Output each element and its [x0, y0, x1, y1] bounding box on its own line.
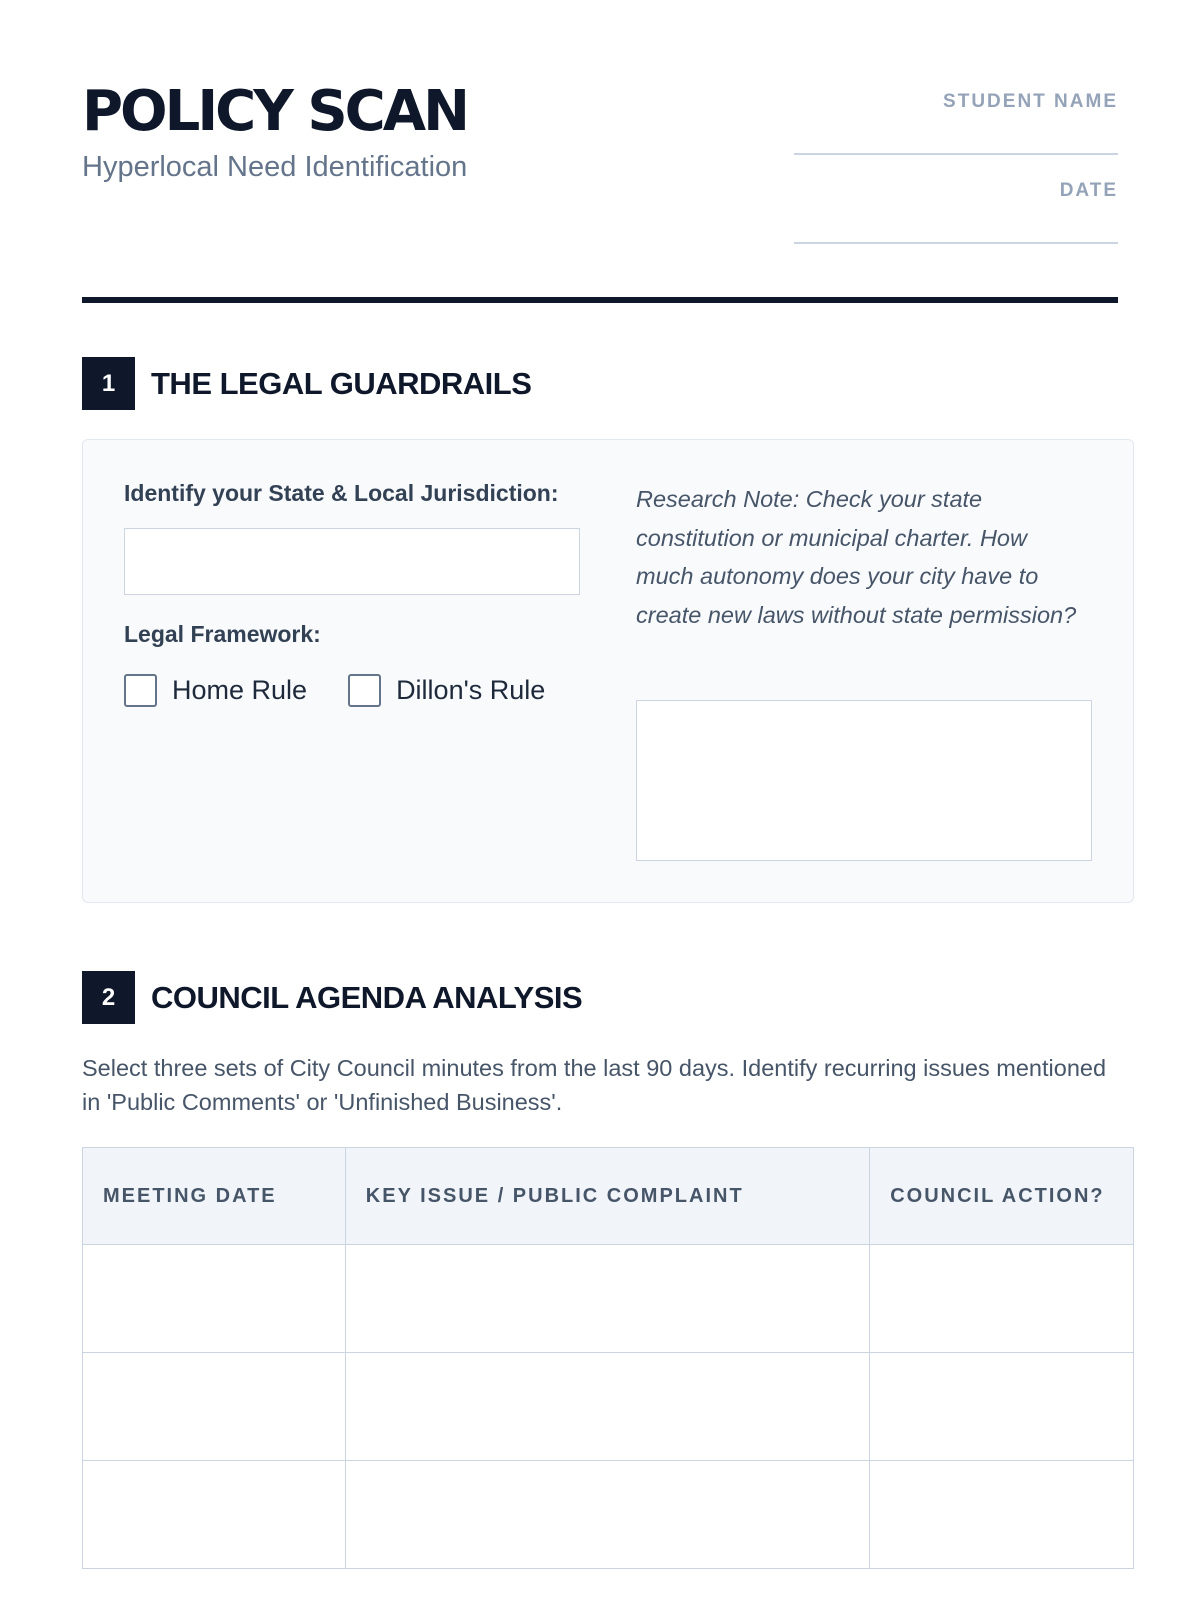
- column-header-key-issue: KEY ISSUE / PUBLIC COMPLAINT: [345, 1148, 869, 1245]
- meeting-date-cell[interactable]: [83, 1245, 346, 1353]
- council-action-cell[interactable]: [870, 1461, 1134, 1569]
- council-action-cell[interactable]: [870, 1353, 1134, 1461]
- legal-guardrails-panel: [82, 439, 1134, 903]
- table-row: [83, 1353, 1134, 1461]
- date-label: DATE: [1059, 180, 1118, 201]
- framework-label: Legal Framework:: [124, 621, 321, 647]
- framework-options: [124, 674, 545, 707]
- section-2-instructions: Select three sets of City Council minutes from the last 90 days. Identify recurring issues mentioned in 'Public Comments' or 'Unfinished Business'.: [82, 1055, 1107, 1115]
- section-1-title: THE LEGAL GUARDRAILS: [151, 365, 532, 401]
- worksheet-header: [82, 0, 1118, 305]
- section-2-number-badge: 2: [82, 971, 135, 1024]
- section-1-heading: [82, 357, 531, 410]
- jurisdiction-input[interactable]: [124, 528, 580, 595]
- student-name-label: STUDENT NAME: [943, 91, 1118, 112]
- meeting-date-cell[interactable]: [83, 1353, 346, 1461]
- table-header-row: [83, 1148, 1134, 1245]
- header-divider: [82, 297, 1118, 303]
- section-2-heading: [82, 971, 582, 1024]
- date-line[interactable]: [794, 242, 1118, 244]
- student-meta: [794, 92, 1118, 244]
- table-row: [83, 1461, 1134, 1569]
- table-row: [83, 1245, 1134, 1353]
- student-name-line[interactable]: [794, 153, 1118, 155]
- page-subtitle: Hyperlocal Need Identification: [82, 151, 468, 183]
- key-issue-cell[interactable]: [345, 1353, 869, 1461]
- dillons-rule-checkbox[interactable]: [348, 674, 381, 707]
- column-header-meeting-date: MEETING DATE: [83, 1148, 346, 1245]
- column-header-council-action: COUNCIL ACTION?: [870, 1148, 1134, 1245]
- key-issue-cell[interactable]: [345, 1461, 869, 1569]
- dillons-rule-label: Dillon's Rule: [396, 675, 546, 705]
- council-action-cell[interactable]: [870, 1245, 1134, 1353]
- section-1-number-badge: 1: [82, 357, 135, 410]
- council-agenda-table: [82, 1147, 1134, 1569]
- meeting-date-cell[interactable]: [83, 1461, 346, 1569]
- research-notes-textarea[interactable]: [636, 700, 1092, 861]
- home-rule-checkbox[interactable]: [124, 674, 157, 707]
- key-issue-cell[interactable]: [345, 1245, 869, 1353]
- jurisdiction-label: Identify your State & Local Jurisdiction:: [124, 480, 559, 506]
- page-title: POLICY SCAN: [82, 79, 467, 144]
- home-rule-label: Home Rule: [172, 675, 308, 705]
- section-2-title: COUNCIL AGENDA ANALYSIS: [151, 979, 583, 1015]
- research-note: Research Note: Check your state constitution or municipal charter. How much autonomy does your city have to create new laws without state permission?: [636, 486, 1077, 628]
